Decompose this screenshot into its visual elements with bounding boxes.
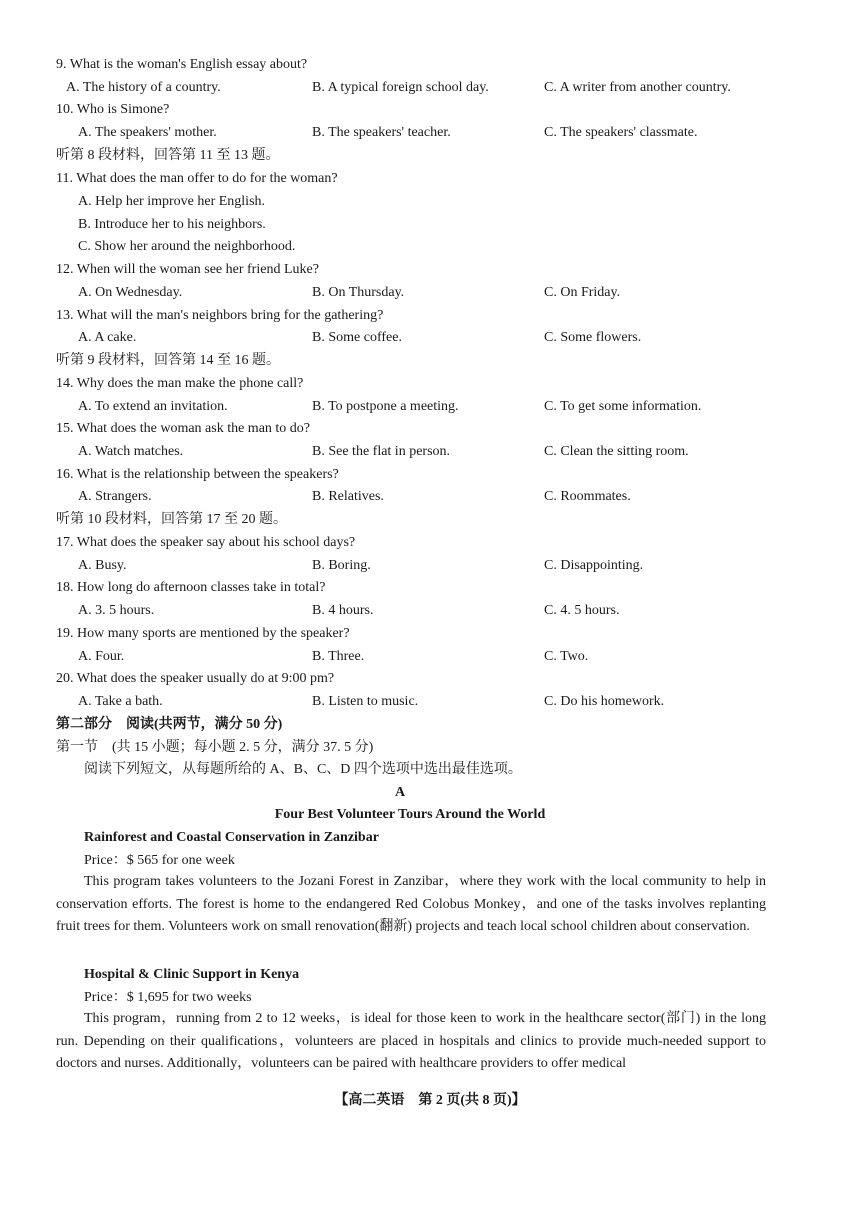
question-15-option-b: B. See the flat in person. bbox=[312, 444, 451, 459]
question-10-stem: 10. Who is Simone? bbox=[56, 102, 170, 117]
question-9-option-c: C. A writer from another country. bbox=[544, 80, 731, 95]
question-20-option-a: A. Take a bath. bbox=[78, 694, 163, 709]
question-18-stem: 18. How long do afternoon classes take in total? bbox=[56, 580, 326, 595]
question-16-option-b: B. Relatives. bbox=[312, 489, 384, 504]
passage-letter: A bbox=[394, 785, 406, 800]
question-11-option-a: A. Help her improve her English. bbox=[78, 194, 266, 209]
question-19-stem: 19. How many sports are mentioned by the speaker? bbox=[56, 626, 350, 641]
section-9-heading: 听第 9 段材料，回答第 14 至 16 题。 bbox=[56, 353, 280, 368]
tour-1-paragraph: This program takes volunteers to the Jozani Forest in Zanzibar，where they work with the local community to help in conservation efforts. The forest is home to the endangered Red Colobus Monkey，and one of the tasks involves replanting fruit trees for them. Volunteers work on small renovation(翻新) projects and teach local school children about conservation. bbox=[56, 874, 766, 935]
question-10-option-a: A. The speakers' mother. bbox=[78, 125, 217, 140]
question-11-option-c: C. Show her around the neighborhood. bbox=[78, 239, 296, 254]
passage-title: Four Best Volunteer Tours Around the World bbox=[274, 807, 546, 822]
tour-2-paragraph: This program，running from 2 to 12 weeks，is ideal for those keen to work in the healthcare sector(部门) in the long run. Depending on their qualifications，volunteers are placed in hospitals and clinics to provide much-needed support to doctors and nurses. Additionally，volunteers can be paired with healthcare providers to offer medical bbox=[56, 1011, 766, 1072]
question-10-option-c: C. The speakers' classmate. bbox=[544, 125, 698, 140]
section-8-heading: 听第 8 段材料，回答第 11 至 13 题。 bbox=[56, 148, 280, 163]
question-17-option-b: B. Boring. bbox=[312, 558, 371, 573]
question-14-option-c: C. To get some information. bbox=[544, 399, 702, 414]
question-14-option-a: A. To extend an invitation. bbox=[78, 399, 228, 414]
question-14-option-b: B. To postpone a meeting. bbox=[312, 399, 459, 414]
question-17-stem: 17. What does the speaker say about his school days? bbox=[56, 535, 356, 550]
question-9-option-a: A. The history of a country. bbox=[66, 80, 221, 95]
question-14-stem: 14. Why does the man make the phone call? bbox=[56, 376, 304, 391]
question-12-stem: 12. When will the woman see her friend Luke? bbox=[56, 262, 319, 277]
question-20-option-b: B. Listen to music. bbox=[312, 694, 419, 709]
question-11-stem: 11. What does the man offer to do for the woman? bbox=[56, 171, 338, 186]
question-19-option-a: A. Four. bbox=[78, 649, 125, 664]
question-16-option-a: A. Strangers. bbox=[78, 489, 152, 504]
tour-1-title: Rainforest and Coastal Conservation in Zanzibar bbox=[84, 830, 379, 845]
question-12-option-b: B. On Thursday. bbox=[312, 285, 405, 300]
question-18-option-b: B. 4 hours. bbox=[312, 603, 374, 618]
question-11-option-b: B. Introduce her to his neighbors. bbox=[78, 217, 266, 232]
question-15-option-a: A. Watch matches. bbox=[78, 444, 184, 459]
question-10-option-b: B. The speakers' teacher. bbox=[312, 125, 451, 140]
question-13-option-c: C. Some flowers. bbox=[544, 330, 642, 345]
question-12-option-c: C. On Friday. bbox=[544, 285, 621, 300]
part-2-title: 第二部分 阅读(共两节，满分 50 分) bbox=[56, 717, 283, 732]
tour-1-body bbox=[56, 871, 766, 939]
page-footer: 【高二英语 第 2 页(共 8 页)】 bbox=[334, 1093, 526, 1108]
tour-2-body bbox=[56, 1008, 766, 1076]
tour-1-price: Price：$ 565 for one week bbox=[84, 853, 235, 868]
question-19-option-c: C. Two. bbox=[544, 649, 589, 664]
question-13-option-b: B. Some coffee. bbox=[312, 330, 402, 345]
question-9-stem: 9. What is the woman's English essay about? bbox=[56, 57, 308, 72]
question-15-stem: 15. What does the woman ask the man to do? bbox=[56, 421, 311, 436]
question-20-option-c: C. Do his homework. bbox=[544, 694, 665, 709]
question-13-stem: 13. What will the man's neighbors bring for the gathering? bbox=[56, 308, 384, 323]
question-19-option-b: B. Three. bbox=[312, 649, 365, 664]
question-18-option-c: C. 4. 5 hours. bbox=[544, 603, 620, 618]
question-16-stem: 16. What is the relationship between the speakers? bbox=[56, 467, 339, 482]
question-9-option-b: B. A typical foreign school day. bbox=[312, 80, 489, 95]
tour-2-title: Hospital & Clinic Support in Kenya bbox=[84, 967, 300, 982]
reading-instruction: 阅读下列短文，从每题所给的 A、B、C、D 四个选项中选出最佳选项。 bbox=[84, 762, 522, 777]
question-18-option-a: A. 3. 5 hours. bbox=[78, 603, 155, 618]
section-1-title: 第一节 (共 15 小题；每小题 2. 5 分，满分 37. 5 分) bbox=[56, 740, 374, 755]
section-10-heading: 听第 10 段材料，回答第 17 至 20 题。 bbox=[56, 512, 287, 527]
question-15-option-c: C. Clean the sitting room. bbox=[544, 444, 689, 459]
question-20-stem: 20. What does the speaker usually do at 9:00 pm? bbox=[56, 671, 335, 686]
question-17-option-a: A. Busy. bbox=[78, 558, 127, 573]
question-16-option-c: C. Roommates. bbox=[544, 489, 631, 504]
question-12-option-a: A. On Wednesday. bbox=[78, 285, 183, 300]
tour-2-price: Price：$ 1,695 for two weeks bbox=[84, 990, 252, 1005]
question-13-option-a: A. A cake. bbox=[78, 330, 137, 345]
question-17-option-c: C. Disappointing. bbox=[544, 558, 644, 573]
